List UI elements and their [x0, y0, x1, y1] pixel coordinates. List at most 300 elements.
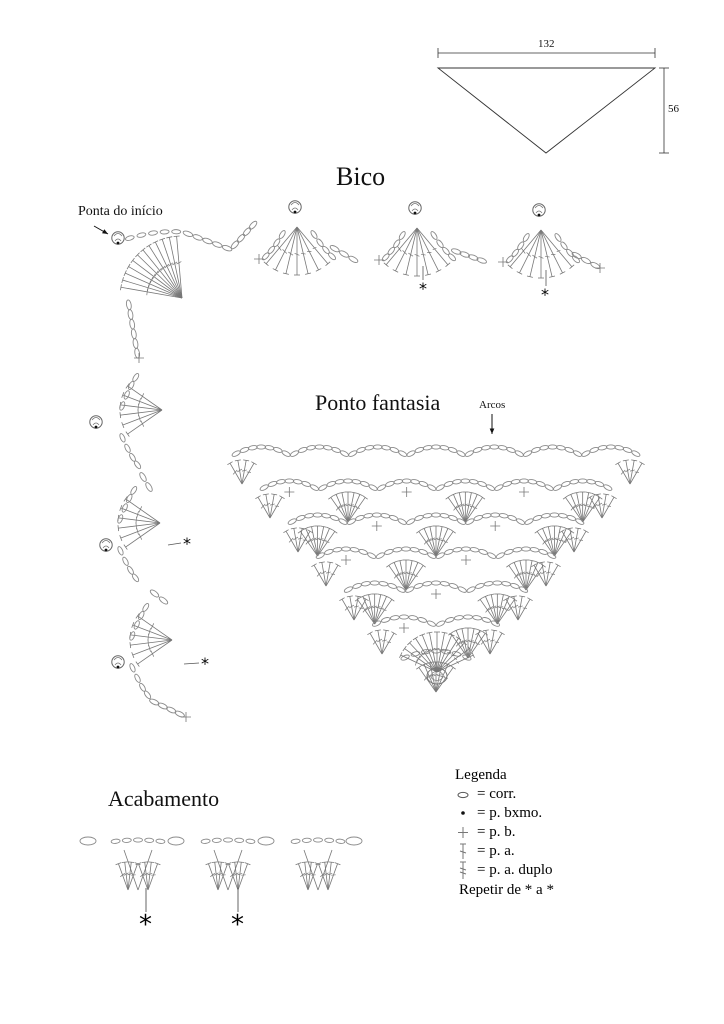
chain-stitch — [137, 610, 145, 620]
acabamento-title: Acabamento — [108, 786, 220, 811]
chain-stitch — [406, 450, 416, 458]
chain-stitch — [129, 631, 136, 641]
chain-stitch — [236, 233, 246, 243]
slip-stitch — [117, 242, 120, 245]
stitch-top-bar — [416, 666, 421, 669]
picot-loops — [114, 234, 122, 242]
stitch-top-bar — [127, 264, 130, 269]
stitch-top-bar — [383, 630, 389, 631]
legend-item-chain — [455, 785, 554, 804]
chain-stitch — [440, 445, 450, 451]
single-crochet-symbol-icon — [455, 823, 475, 842]
chain-stitch — [123, 390, 130, 400]
chain-stitch — [499, 513, 509, 519]
chain-stitch — [417, 617, 427, 624]
chain-stitch — [370, 581, 379, 585]
stitch-top-bar — [375, 630, 381, 631]
stitch-top-bar — [575, 528, 581, 529]
chain-stitch — [514, 450, 524, 458]
chain-stitch — [212, 241, 223, 249]
stitch-top-bar — [519, 596, 525, 597]
repeat-star-marker: * — [201, 654, 209, 673]
stitch-top-bar — [386, 564, 391, 567]
stitch-top-bar — [535, 530, 540, 533]
chain-stitch — [426, 620, 436, 628]
stitch-top-bar — [347, 596, 353, 597]
chain-stitch — [246, 839, 255, 844]
stitch-yarn-over — [373, 640, 377, 644]
stitch-top-bar — [255, 496, 260, 499]
repeat-star-marker: * — [541, 285, 549, 304]
chain-stitch — [475, 583, 485, 590]
chain-stitch — [329, 244, 340, 253]
chain-stitch — [423, 445, 433, 451]
chain-stitch — [293, 479, 303, 485]
chain-stitch — [268, 480, 278, 487]
chain-stitch — [212, 838, 221, 843]
stitch-top-bar — [631, 460, 637, 461]
single-crochet-stitch — [490, 521, 500, 531]
slip-stitch — [117, 666, 120, 669]
chain-stitch — [350, 547, 360, 553]
chain-stitch — [516, 518, 526, 526]
chain-stitch — [122, 838, 131, 843]
stitch-top-bar — [141, 248, 146, 252]
bico-title: Bico — [336, 162, 386, 191]
chain-stitch — [423, 513, 433, 519]
chain-stitch — [462, 547, 471, 551]
chain-stitch — [507, 514, 517, 521]
chain-stitch — [491, 513, 500, 517]
chain-stitch — [473, 514, 483, 521]
chain-stitch — [432, 581, 441, 585]
chain-stitch — [456, 450, 466, 458]
chain-stitch — [358, 548, 368, 555]
stitch-yarn-over — [621, 470, 625, 474]
chain-stitch — [457, 586, 467, 594]
chain-stitch — [561, 480, 571, 487]
picot-loops — [411, 204, 419, 212]
chain-stitch — [550, 513, 559, 517]
stitch-top-bar — [355, 596, 361, 597]
stitch-top-bar — [311, 564, 316, 567]
chain-stitch — [230, 240, 240, 250]
chain-stitch — [296, 514, 306, 521]
chain-stitch — [448, 446, 458, 453]
chain-stitch — [510, 583, 520, 590]
chain-stitch — [511, 479, 521, 485]
stitch-yarn-over — [481, 640, 485, 644]
stitch-top-bar — [243, 460, 249, 461]
stitch-yarn-over — [283, 249, 287, 253]
chain-stitch — [148, 230, 157, 235]
chain-stitch — [111, 839, 120, 844]
stitch-top-bar — [413, 637, 418, 640]
stitch-yarn-over — [141, 393, 144, 399]
chain-stitch — [544, 484, 554, 492]
slip-stitch — [538, 214, 541, 217]
slip-stitch — [294, 211, 297, 214]
chain-stitch — [522, 547, 531, 551]
chain-stitch — [402, 479, 411, 483]
single-crochet-stitch — [595, 263, 605, 273]
chain-stitch — [117, 546, 124, 556]
stitch-yarn-over — [139, 506, 142, 512]
chain-stitch — [344, 479, 353, 483]
chain-stitch — [440, 513, 450, 519]
stitch-top-bar — [506, 564, 511, 567]
chain-stitch — [522, 233, 530, 243]
stitch-top-bar — [136, 662, 139, 667]
chain-stitch — [414, 446, 424, 453]
chain-stitch — [131, 329, 137, 340]
chain-stitch — [393, 547, 403, 553]
chain-stitch — [410, 547, 420, 553]
chain-stitch — [392, 239, 401, 249]
chain-stitch — [335, 479, 345, 485]
chain-stitch — [513, 547, 523, 553]
chain-stitch — [444, 480, 454, 487]
legend-item-double-crochet — [455, 842, 554, 861]
chain-stitch — [548, 445, 557, 449]
chain-stitch — [331, 446, 341, 453]
stitch-top-bar — [367, 632, 372, 635]
stitch-top-bar — [131, 258, 135, 263]
chain-stitch — [504, 548, 514, 555]
chain-stitch — [564, 446, 574, 453]
stitch-yarn-over — [138, 410, 139, 417]
stitch-top-bar — [427, 632, 433, 633]
chain-stitch — [448, 514, 458, 521]
chain-stitch — [594, 480, 604, 487]
double-crochet-stitch — [410, 643, 437, 672]
stitch-top-bar — [126, 432, 129, 437]
chain-stitch — [558, 513, 568, 519]
chain-stitch — [272, 238, 281, 248]
chain-stitch — [435, 484, 445, 492]
chain-stitch — [553, 484, 563, 492]
chain-stitch — [278, 230, 286, 240]
stitch-yarn-over — [261, 504, 265, 508]
stitch-top-bar — [263, 494, 269, 495]
chain-stitch — [158, 596, 169, 606]
chain-stitch — [149, 589, 160, 599]
stitch-top-bar — [130, 642, 131, 648]
single-crochet-stitch — [399, 623, 409, 633]
chain-stitch — [440, 581, 450, 587]
chain-stitch — [379, 581, 389, 587]
stitch-yarn-over — [345, 606, 349, 610]
stitch-top-bar — [251, 462, 256, 465]
chain-stitch — [129, 663, 136, 673]
stitch-top-bar — [271, 494, 277, 495]
chain-stitch — [298, 446, 308, 453]
chain-stitch — [310, 230, 319, 240]
legend-item-slip-stitch — [455, 804, 554, 823]
chain-stitch — [125, 235, 135, 242]
chain-stitch — [281, 450, 291, 458]
chain-stitch — [182, 230, 193, 238]
chain-stitch — [528, 479, 538, 485]
chain-stitch — [408, 615, 418, 621]
double-crochet-stitch — [437, 643, 464, 672]
chain-stitch — [578, 479, 587, 483]
stitch-yarn-over — [233, 470, 237, 474]
stitch-yarn-over — [138, 404, 139, 411]
stitch-yarn-over — [383, 610, 387, 611]
stitch-top-bar — [238, 862, 244, 863]
chain-stitch — [482, 513, 492, 519]
stitch-top-bar — [299, 528, 305, 529]
chain-stitch — [389, 514, 399, 521]
chain-stitch — [259, 484, 269, 492]
chain-stitch — [352, 583, 362, 590]
chain-stitch — [427, 484, 437, 492]
chain-stitch — [160, 230, 169, 235]
stitch-yarn-over — [152, 274, 155, 280]
chain-stitch — [122, 556, 130, 566]
chain-stitch — [201, 839, 210, 844]
stitch-top-bar — [328, 496, 333, 499]
legend-item-text: = p. bxmo. — [477, 805, 543, 821]
stitch-top-bar — [316, 269, 321, 272]
stitch-top-bar — [527, 598, 532, 601]
stitch-top-bar — [148, 862, 154, 863]
chain-stitch — [326, 480, 336, 487]
chain-stitch — [315, 445, 324, 449]
chain-stitch — [581, 450, 591, 458]
chain-stitch — [346, 837, 362, 845]
arcs-label: Arcos — [479, 399, 506, 411]
chain-stitch — [470, 547, 480, 553]
double-crochet-stitch — [162, 239, 182, 298]
chain-stitch — [445, 617, 455, 624]
legend-title: Legenda — [455, 767, 507, 783]
stitch-top-bar — [273, 269, 278, 272]
chain-stitch — [533, 514, 543, 521]
chain-stitch — [464, 615, 473, 619]
chain-stitch — [265, 445, 275, 451]
stitch-yarn-over — [444, 542, 448, 543]
chain-stitch — [556, 445, 566, 451]
stitch-top-bar — [212, 862, 218, 863]
legend-item-single-crochet — [455, 823, 554, 842]
chain-stitch — [444, 548, 454, 555]
chain-stitch — [306, 445, 316, 451]
stitch-yarn-over — [421, 254, 426, 255]
chain-stitch — [261, 252, 270, 261]
chain-stitch — [257, 445, 266, 449]
stitch-top-bar — [615, 462, 620, 465]
stitch-top-bar — [327, 562, 333, 563]
stitch-top-bar — [291, 528, 297, 529]
stitch-top-bar — [339, 598, 344, 601]
width-dimension-label: 132 — [538, 38, 555, 50]
chain-stitch — [324, 548, 334, 555]
chain-stitch — [418, 480, 428, 487]
single-crochet-stitch — [461, 555, 471, 565]
chain-stitch — [336, 839, 345, 844]
chain-stitch — [581, 256, 592, 265]
chain-stitch — [505, 255, 514, 264]
stitch-yarn-over — [403, 250, 407, 254]
legend-repeat-note: Repetir de * a * — [459, 882, 554, 898]
chain-stitch — [531, 446, 541, 453]
stitch-top-bar — [227, 462, 232, 465]
stitch-top-bar — [555, 564, 560, 567]
chain-stitch — [461, 479, 470, 483]
chain-stitch — [400, 654, 410, 661]
stitch-yarn-over — [356, 508, 360, 509]
chain-stitch — [145, 838, 154, 843]
chain-stitch — [554, 233, 563, 243]
stitch-top-bar — [595, 494, 601, 495]
chain-stitch — [310, 484, 320, 492]
chain-stitch — [134, 673, 142, 683]
stitch-top-bar — [328, 862, 334, 863]
chain-stitch — [231, 450, 241, 458]
chain-stitch — [133, 620, 140, 630]
chain-stitch — [192, 234, 203, 242]
chain-stitch — [493, 581, 502, 585]
stitch-top-bar — [146, 244, 151, 247]
chain-stitch — [481, 445, 491, 451]
chain-stitch — [321, 513, 331, 519]
double-crochet-stitch — [149, 246, 182, 298]
chain-stitch — [381, 617, 391, 624]
stitch-top-bar — [416, 530, 421, 533]
chain-stitch — [138, 472, 147, 483]
chain-stitch — [380, 513, 390, 519]
stitch-top-bar — [122, 862, 128, 863]
chain-stitch — [119, 401, 126, 411]
stitch-top-bar — [393, 270, 398, 273]
chain-stitch — [323, 445, 333, 451]
single-crochet-stitch — [341, 555, 351, 565]
stitch-top-bar — [499, 632, 504, 635]
chain-stitch — [398, 231, 406, 241]
chain-stitch — [414, 583, 424, 590]
chain-stitch — [452, 479, 462, 485]
chain-stitch — [464, 450, 474, 458]
chain-stitch — [304, 513, 314, 519]
stitch-top-bar — [232, 862, 238, 863]
arrow-head — [490, 428, 495, 434]
chain-stitch — [144, 482, 153, 493]
chain-stitch — [339, 450, 349, 458]
chain-stitch — [276, 479, 286, 485]
chain-stitch — [348, 255, 359, 264]
stitch-top-bar — [218, 862, 224, 863]
stitch-yarn-over — [148, 640, 149, 647]
chain-stitch — [134, 838, 143, 842]
chain-stitch — [285, 479, 294, 483]
chain-stitch — [365, 445, 375, 451]
stitch-top-bar — [302, 862, 308, 863]
stitch-top-bar — [389, 598, 394, 601]
chain-stitch — [129, 319, 135, 330]
stitch-top-bar — [451, 666, 456, 669]
chain-stitch — [539, 445, 549, 451]
single-crochet-stitch — [498, 257, 508, 267]
chain-stitch — [490, 445, 499, 449]
chain-stitch — [330, 514, 340, 521]
chain-stitch — [289, 450, 299, 458]
chain-stitch — [224, 838, 233, 842]
chain-stitch — [301, 480, 311, 487]
chain-stitch — [414, 514, 424, 521]
chain-stitch — [389, 446, 399, 453]
chain-stitch — [494, 484, 504, 492]
stitch-top-bar — [451, 530, 456, 533]
stitch-top-bar — [611, 496, 616, 499]
chain-stitch — [432, 513, 441, 517]
stitch-top-bar — [567, 528, 573, 529]
stitch-top-bar — [308, 862, 314, 863]
double-crochet-stitch — [169, 237, 182, 298]
chain-stitch — [449, 583, 459, 590]
stitch-top-bar — [319, 562, 325, 563]
single-crochet-stitch — [284, 487, 294, 497]
stitch-yarn-over — [476, 644, 480, 645]
chain-stitch — [473, 446, 483, 453]
picot-loops — [92, 418, 100, 426]
chain-stitch — [342, 547, 351, 551]
chain-stitch — [486, 484, 496, 492]
stitch-yarn-over — [141, 421, 144, 427]
stitch-top-bar — [583, 530, 588, 533]
repeat-star-marker: * — [183, 534, 191, 553]
chain-stitch — [402, 547, 411, 551]
chain-stitch — [124, 443, 132, 453]
chain-stitch — [361, 581, 371, 587]
stitch-top-bar — [142, 862, 148, 863]
stitch-yarn-over — [527, 252, 531, 256]
chain-stitch — [502, 480, 512, 487]
chain-stitch — [352, 479, 362, 485]
chain-stitch — [372, 513, 381, 517]
stitch-top-bar — [307, 530, 312, 533]
stitch-top-bar — [279, 496, 284, 499]
chain-stitch — [466, 586, 476, 594]
repeat-stem — [184, 663, 199, 664]
chain-stitch — [603, 484, 613, 492]
chain-stitch — [589, 446, 599, 453]
chain-stitch — [364, 513, 374, 519]
chain-stitch — [469, 479, 479, 485]
stitch-top-bar — [403, 646, 407, 651]
repeat-star-marker: * — [139, 910, 152, 940]
chain-stitch — [400, 615, 409, 619]
chain-stitch — [406, 518, 416, 526]
chain-stitch — [313, 513, 322, 517]
stitch-top-bar — [421, 564, 426, 567]
stitch-yarn-over — [301, 253, 306, 254]
stitch-top-bar — [283, 530, 288, 533]
chain-stitch — [242, 227, 252, 237]
chain-stitch — [523, 450, 533, 458]
chain-stitch — [478, 548, 488, 555]
chain-symbol-icon — [455, 785, 475, 804]
chain-stitch — [339, 250, 350, 259]
chain-stitch — [127, 380, 135, 390]
chain-stitch — [235, 838, 244, 843]
stitch-yarn-over — [151, 651, 154, 657]
chain-stitch — [586, 479, 596, 485]
stitch-top-bar — [623, 460, 629, 461]
single-crochet-stitch — [372, 521, 382, 531]
stitch-top-bar — [120, 412, 121, 418]
